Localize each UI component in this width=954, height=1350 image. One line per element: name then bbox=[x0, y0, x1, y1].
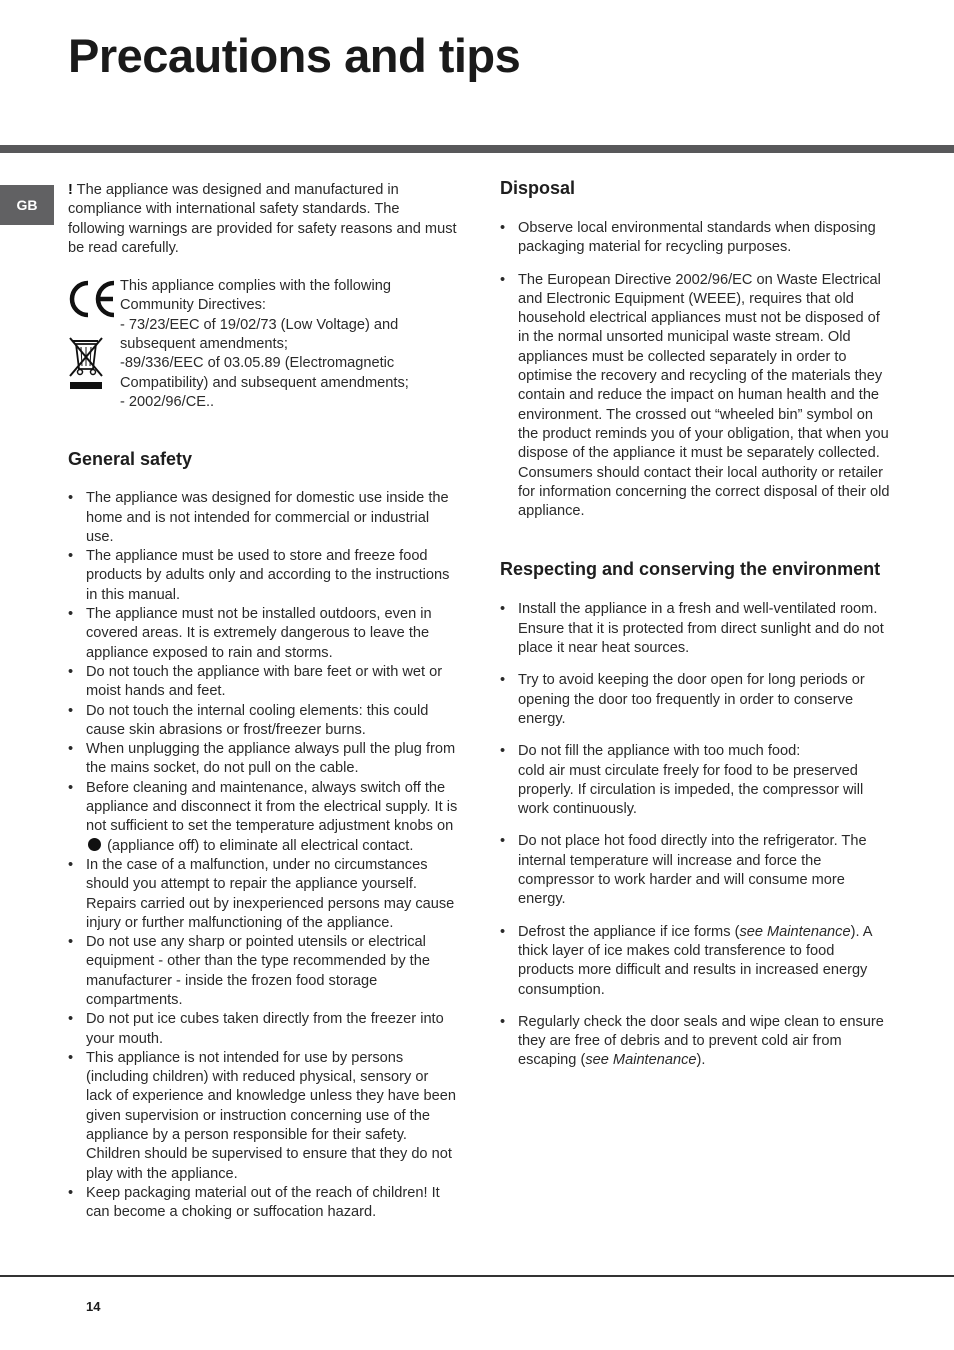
maintenance-reference: see Maintenance bbox=[739, 923, 851, 940]
crossed-out-wheeled-bin-icon bbox=[68, 335, 104, 391]
weee-text: The European Directive 2002/96/EC on Waste Electrical and Electronic Equipment (WEEE), requires that old household electrical appliances must not be disposed of in the normal unsorted municipal waste stream. Old appliances must be collected separately in order to optimise the recovery and recycling of the materials they contain and reduce the impact on human health and the environment. The crossed out “wheeled bin” symbol on the product reminds you of your obligation, that when you dispose of the appliance it must be separately collected. bbox=[518, 271, 889, 462]
warning-mark: ! bbox=[68, 182, 73, 198]
seals-text-after: ). bbox=[696, 1052, 706, 1069]
defrost-text-before: Defrost the appliance if ice forms ( bbox=[518, 923, 740, 940]
list-item: • Observe local environmental standards when disposing packaging material for recycling purposes. bbox=[500, 219, 890, 258]
compliance-line: This appliance complies with the following Community Directives: bbox=[120, 278, 391, 314]
compliance-line: - 73/23/EEC of 19/02/73 (Low Voltage) and subsequent amendments; bbox=[120, 316, 399, 353]
language-tab: GB bbox=[0, 185, 54, 225]
list-item bbox=[500, 271, 890, 522]
defrost-text-after: ). A thick layer of ice makes cold transference to food products more difficult and results in increased energy consumption. bbox=[518, 923, 872, 998]
list-item: • Do not place hot food directly into the refrigerator. The internal temperature will increase and force the compressor to work harder and will consume more energy. bbox=[500, 832, 890, 909]
compliance-block bbox=[68, 277, 458, 412]
off-position-dot-icon bbox=[88, 838, 101, 851]
consumer-text: Consumers should contact their local authority or retailer for information concerning the correct disposal of their old appliance. bbox=[518, 464, 890, 520]
general-safety-heading: General safety bbox=[68, 449, 193, 470]
disposal-heading: Disposal bbox=[500, 178, 576, 198]
intro-text: The appliance was designed and manufactured in compliance with international safety standards. The following warnings are provided for safety reasons and must be read carefully. bbox=[68, 182, 457, 256]
overfill-text: Do not fill the appliance with too much food: bbox=[518, 743, 801, 760]
list-item bbox=[500, 1013, 890, 1071]
list-item: • Do not touch the appliance with bare feet or with wet or moist hands and feet. bbox=[68, 663, 458, 702]
cleaning-text-after: (appliance off) to eliminate all electrical contact. bbox=[107, 837, 414, 854]
list-item: • The appliance must not be installed outdoors, even in covered areas. It is extremely dangerous to leave the appliance exposed to rain and storms. bbox=[68, 605, 458, 663]
header-divider bbox=[0, 145, 954, 153]
list-item: • The appliance must be used to store and freeze food products by adults only and according to the instructions in this manual. bbox=[68, 547, 458, 605]
list-item: • Do not use any sharp or pointed utensils or electrical equipment - other than the type recommended by the manufacturer - inside the frozen food storage compartments. bbox=[68, 933, 458, 1010]
footer-divider bbox=[0, 1275, 954, 1277]
page-title: Precautions and tips bbox=[68, 29, 521, 82]
right-column bbox=[500, 178, 890, 1084]
environment-list bbox=[500, 600, 890, 1070]
environment-heading: Respecting and conserving the environment bbox=[500, 559, 881, 580]
list-item bbox=[68, 779, 458, 856]
list-item: • Keep packaging material out of the reach of children! It can become a choking or suffocation hazard. bbox=[68, 1184, 458, 1223]
list-item: • Install the appliance in a fresh and well-ventilated room. Ensure that it is protected from direct sunlight and do not place it near heat sources. bbox=[500, 600, 890, 658]
compliance-line: -89/336/EEC of 03.05.89 (Electromagnetic Compatibility) and subsequent amendments; bbox=[120, 355, 409, 391]
list-item: • Do not touch the internal cooling elements: this could cause skin abrasions or frost/freezer burns. bbox=[68, 702, 458, 741]
list-item: • Try to avoid keeping the door open for long periods or opening the door too frequently in order to conserve energy. bbox=[500, 671, 890, 729]
compliance-line: - 2002/96/CE.. bbox=[120, 393, 215, 410]
intro-paragraph bbox=[68, 181, 458, 258]
list-item: • The appliance was designed for domestic use inside the home and is not intended for commercial or industrial use. bbox=[68, 489, 458, 547]
cleaning-text-before: Before cleaning and maintenance, always switch off the appliance and disconnect it from the electrical supply. It is not sufficient to set the temperature adjustment knobs on bbox=[86, 779, 458, 835]
circulation-text: cold air must circulate freely for food to be preserved properly. If circulation is impeded, the compressor will work continuously. bbox=[518, 762, 864, 818]
general-safety-list bbox=[68, 489, 458, 1222]
list-item bbox=[500, 742, 890, 819]
list-item bbox=[500, 923, 890, 1000]
disposal-list bbox=[500, 219, 890, 521]
list-item: • When unplugging the appliance always pull the plug from the mains socket, do not pull on the cable. bbox=[68, 740, 458, 779]
list-item: • This appliance is not intended for use by persons (including children) with reduced physical, sensory or lack of experience and knowledge unless they have been given supervision or instruction concerning use of the appliance by a person responsible for their safety. Children should be supervised to ensure that they do not play with the appliance. bbox=[68, 1049, 458, 1184]
maintenance-reference: see Maintenance bbox=[585, 1052, 697, 1069]
list-item: • In the case of a malfunction, under no circumstances should you attempt to repair the appliance yourself. Repairs carried out by inexperienced persons may cause injury or further malfunctioning of the appliance. bbox=[68, 856, 458, 933]
page-number: 14 bbox=[86, 1299, 101, 1314]
left-column bbox=[68, 181, 458, 1223]
seals-text-before: Regularly check the door seals and wipe clean to ensure they are free of debris and to prevent cold air from escaping ( bbox=[518, 1013, 884, 1069]
list-item: • Do not put ice cubes taken directly from the freezer into your mouth. bbox=[68, 1010, 458, 1049]
ce-mark-icon bbox=[68, 279, 118, 319]
